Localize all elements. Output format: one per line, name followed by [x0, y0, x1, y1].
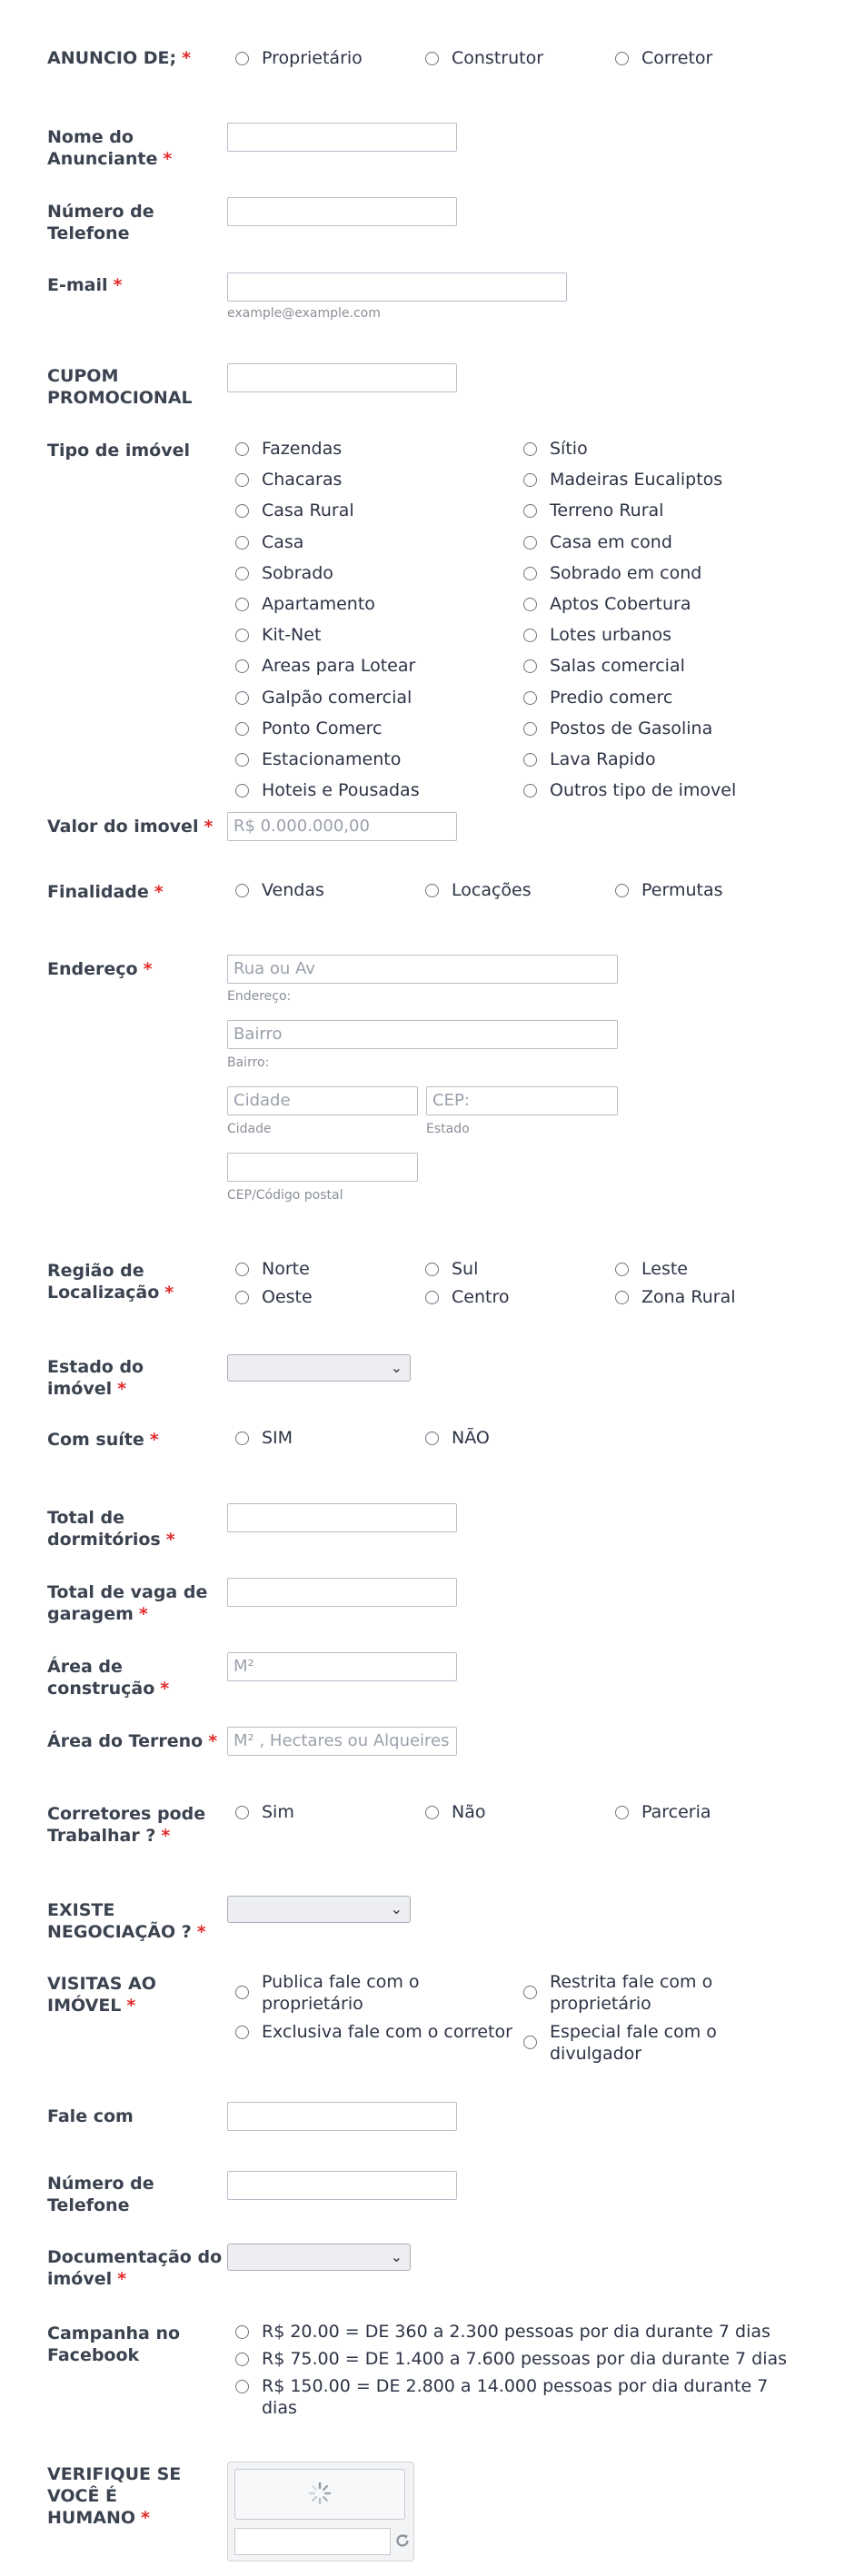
telefone-input[interactable] [227, 197, 457, 226]
radio-label: Outros tipo de imovel [550, 780, 737, 801]
radio-corretor[interactable]: Corretor [615, 47, 712, 69]
cupom-input[interactable] [227, 363, 457, 392]
area-construcao-input[interactable]: M² [227, 1652, 457, 1681]
tipo-left-option[interactable] [235, 531, 303, 553]
radio-label: Chacaras [262, 470, 343, 490]
tipo-left-option[interactable] [235, 562, 333, 584]
email-input[interactable] [227, 272, 567, 302]
radio-circle[interactable] [615, 52, 629, 65]
cep-input[interactable]: CEP: [426, 1086, 618, 1115]
radio-label: Madeiras Eucaliptos [550, 470, 723, 490]
radio-label: Apartamento [262, 594, 375, 614]
tipo-right-option[interactable] [523, 748, 656, 770]
tipo-right-option[interactable] [523, 718, 712, 739]
rua-sublabel: Endereço: [227, 989, 292, 1004]
chevron-down-icon: ⌄ [390, 1359, 403, 1376]
radio-visitas-restrita[interactable]: Restrita fale com o proprietário [523, 1971, 760, 2015]
tipo-left-option[interactable] [235, 500, 354, 521]
radio-circle[interactable] [425, 52, 439, 65]
tipo-right-option[interactable] [523, 779, 736, 801]
radio-label: Postos de Gasolina [550, 718, 713, 738]
negociacao-select[interactable] [227, 1896, 411, 1923]
radio-visitas-exclusiva[interactable]: Exclusiva fale com o corretor [235, 2021, 512, 2043]
tipo-left-option[interactable] [235, 718, 383, 739]
documentacao-select[interactable] [227, 2244, 411, 2271]
fale-com-input[interactable] [227, 2102, 457, 2131]
radio-label: Predio comerc [550, 687, 673, 708]
nome-input[interactable] [227, 123, 457, 152]
radio-label: Sítio [550, 439, 588, 459]
radio-label: Casa em cond [550, 531, 672, 552]
radio-circle[interactable] [523, 784, 537, 798]
radio-circle[interactable] [235, 753, 249, 767]
radio-label: Galpão comercial [262, 687, 413, 708]
radio-label: Ponto Comerc [262, 718, 383, 738]
radio-circle[interactable] [235, 52, 249, 65]
radio-circle[interactable] [523, 473, 537, 487]
valor-input[interactable]: R$ 0.000.000,00 [227, 812, 457, 841]
tipo-right-option[interactable] [523, 531, 672, 553]
captcha-image [234, 2469, 405, 2520]
tipo-left-option[interactable] [235, 624, 321, 646]
postal-sublabel: CEP/Código postal [227, 1188, 343, 1203]
radio-circle[interactable] [235, 598, 249, 611]
radio-campanha-20[interactable]: R$ 20.00 = DE 360 a 2.300 pessoas por dia durante 7 dias [235, 2321, 799, 2343]
radio-label: Fazendas [262, 439, 343, 459]
telefone-2-input[interactable] [227, 2171, 457, 2200]
radio-label: Salas comercial [550, 656, 685, 677]
radio-label: Sobrado [262, 562, 333, 583]
tipo-right-option[interactable] [523, 687, 672, 708]
estado-sublabel: Estado [426, 1122, 470, 1136]
dormitorios-input[interactable] [227, 1503, 457, 1532]
cidade-input[interactable]: Cidade [227, 1086, 418, 1115]
radio-locacoes[interactable]: Locações [425, 879, 532, 901]
tipo-left-option[interactable] [235, 687, 412, 708]
rua-input[interactable]: Rua ou Av [227, 955, 618, 984]
radio-circle[interactable] [523, 598, 537, 611]
email-sublabel: example@example.com [227, 306, 381, 321]
radio-circle[interactable] [235, 691, 249, 705]
radio-circle[interactable] [235, 442, 249, 456]
radio-circle[interactable] [235, 536, 249, 550]
radio-vendas[interactable]: Vendas [235, 879, 324, 901]
radio-suite-sim[interactable]: SIM [235, 1427, 293, 1449]
radio-circle[interactable] [235, 629, 249, 642]
radio-norte[interactable]: Norte [235, 1258, 310, 1280]
cidade-sublabel: Cidade [227, 1122, 272, 1136]
radio-circle[interactable] [235, 784, 249, 798]
radio-circle[interactable] [523, 536, 537, 550]
radio-label: Terreno Rural [550, 500, 664, 521]
radio-label: Lotes urbanos [550, 625, 672, 646]
radio-circle[interactable] [523, 629, 537, 642]
radio-circle[interactable] [235, 473, 249, 487]
tipo-left-option[interactable] [235, 593, 375, 615]
radio-corretores-parceria[interactable]: Parceria [615, 1801, 711, 1823]
radio-circle[interactable] [523, 722, 537, 736]
radio-label: Estacionamento [262, 749, 402, 769]
chevron-down-icon: ⌄ [390, 1900, 403, 1917]
radio-circle[interactable] [523, 504, 537, 518]
radio-campanha-150[interactable]: R$ 150.00 = DE 2.800 a 14.000 pessoas por dia durante 7 dias [235, 2375, 780, 2419]
field-label: ANUNCIO DE; * [47, 48, 192, 68]
radio-campanha-75[interactable]: R$ 75.00 = DE 1.400 a 7.600 pessoas por dia durante 7 dias [235, 2348, 799, 2370]
radio-circle[interactable] [235, 504, 249, 518]
radio-oeste[interactable]: Oeste [235, 1286, 313, 1308]
radio-label: Kit-Net [262, 625, 322, 646]
radio-circle[interactable] [235, 659, 249, 673]
reload-icon[interactable] [394, 2532, 411, 2549]
radio-centro[interactable]: Centro [425, 1286, 509, 1308]
tipo-left-option[interactable] [235, 655, 415, 677]
tipo-right-option[interactable] [523, 500, 663, 521]
tipo-right-option[interactable] [523, 593, 691, 615]
radio-visitas-especial[interactable]: Especial fale com o divulgador [523, 2021, 760, 2065]
radio-label: Lava Rapido [550, 749, 656, 769]
bairro-sublabel: Bairro: [227, 1055, 270, 1070]
tipo-right-option[interactable] [523, 655, 685, 677]
radio-label: Sobrado em cond [550, 562, 702, 583]
radio-circle[interactable] [235, 567, 249, 580]
radio-label: Casa [262, 531, 304, 552]
tipo-right-option[interactable] [523, 562, 701, 584]
radio-label: Casa Rural [262, 500, 354, 521]
bairro-input[interactable]: Bairro [227, 1020, 618, 1049]
tipo-right-option[interactable] [523, 624, 671, 646]
spinner-icon [308, 2482, 332, 2505]
postal-input[interactable] [227, 1153, 418, 1182]
chevron-down-icon: ⌄ [390, 2248, 403, 2265]
radio-sul[interactable]: Sul [425, 1258, 478, 1280]
captcha-input[interactable] [234, 2528, 391, 2555]
tipo-right-option[interactable] [523, 438, 588, 460]
radio-zona-rural[interactable]: Zona Rural [615, 1286, 736, 1308]
radio-leste[interactable]: Leste [615, 1258, 688, 1280]
estado-imovel-select[interactable] [227, 1354, 411, 1382]
radio-suite-nao[interactable]: NÃO [425, 1427, 490, 1449]
radio-label: Areas para Lotear [262, 656, 416, 677]
garagem-input[interactable] [227, 1578, 457, 1607]
radio-circle[interactable] [523, 442, 537, 456]
radio-circle[interactable] [523, 659, 537, 673]
radio-permutas[interactable]: Permutas [615, 879, 723, 901]
radio-corretores-sim[interactable]: Sim [235, 1801, 294, 1823]
area-terreno-input[interactable]: M² , Hectares ou Alqueires [227, 1727, 457, 1756]
radio-proprietario[interactable]: Proprietário [235, 47, 363, 69]
radio-circle[interactable] [235, 722, 249, 736]
radio-visitas-publica[interactable]: Publica fale com o proprietário [235, 1971, 512, 2015]
tipo-left-option[interactable] [235, 469, 342, 490]
radio-circle[interactable] [523, 567, 537, 580]
radio-label: Aptos Cobertura [550, 594, 691, 614]
tipo-left-option[interactable] [235, 748, 401, 770]
tipo-right-option[interactable] [523, 469, 722, 490]
tipo-left-option[interactable] [235, 779, 420, 801]
tipo-left-option[interactable] [235, 438, 342, 460]
captcha-widget [227, 2462, 414, 2561]
radio-circle[interactable] [523, 753, 537, 767]
radio-corretores-nao[interactable]: Não [425, 1801, 485, 1823]
radio-construtor[interactable]: Construtor [425, 47, 543, 69]
radio-label: Hoteis e Pousadas [262, 780, 420, 801]
radio-circle[interactable] [523, 691, 537, 705]
